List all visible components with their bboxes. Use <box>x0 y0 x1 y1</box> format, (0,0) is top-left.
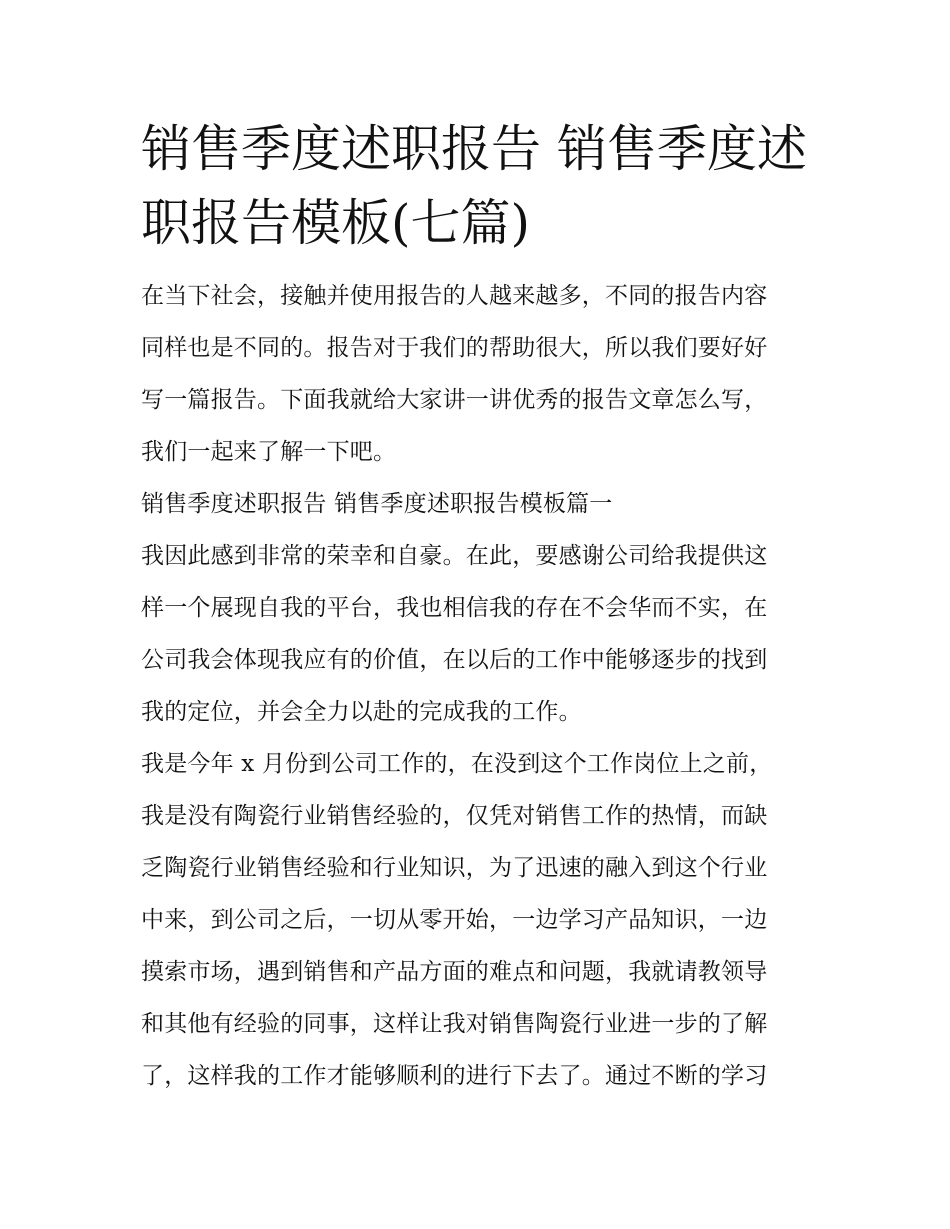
paragraph-line: 和其他有经验的同事，这样让我对销售陶瓷行业进一步的了解 <box>141 1011 768 1037</box>
title-line: 销售季度述职报告 销售季度述 <box>141 120 807 178</box>
paragraph-line: 我是没有陶瓷行业销售经验的，仅凭对销售工作的热情，而缺 <box>141 803 768 829</box>
section-heading: 销售季度述职报告 销售季度述职报告模板篇一 <box>141 491 613 517</box>
paragraph-line: 摸索市场，遇到销售和产品方面的难点和问题，我就请教领导 <box>141 959 768 985</box>
paragraph-line: 了，这样我的工作才能够顺利的进行下去了。通过不断的学习 <box>141 1063 768 1089</box>
intro-line: 同样也是不同的。报告对于我们的帮助很大，所以我们要好好 <box>141 335 768 361</box>
document-page <box>141 112 813 1102</box>
paragraph-line: 我的定位，并会全力以赴的完成我的工作。 <box>141 699 582 725</box>
title-line: 职报告模板(七篇) <box>141 194 531 252</box>
intro-line: 写一篇报告。下面我就给大家讲一讲优秀的报告文章怎么写， <box>141 387 768 413</box>
title-spacer <box>141 260 813 270</box>
intro-line: 我们一起来了解一下吧。 <box>141 439 397 465</box>
paragraph-line: 我是今年 x 月份到公司工作的，在没到这个工作岗位上之前， <box>141 751 773 777</box>
paragraph-line: 中来，到公司之后，一切从零开始，一边学习产品知识，一边 <box>141 907 768 933</box>
paragraph-line: 乏陶瓷行业销售经验和行业知识，为了迅速的融入到这个行业 <box>141 855 768 881</box>
paragraph-line: 样一个展现自我的平台，我也相信我的存在不会华而不实，在 <box>141 595 768 621</box>
document-body <box>141 270 813 1102</box>
document-title <box>141 112 813 260</box>
intro-line: 在当下社会，接触并使用报告的人越来越多，不同的报告内容 <box>141 283 768 309</box>
paragraph-line: 公司我会体现我应有的价值，在以后的工作中能够逐步的找到 <box>141 647 768 673</box>
paragraph-line: 我因此感到非常的荣幸和自豪。在此，要感谢公司给我提供这 <box>141 543 768 569</box>
